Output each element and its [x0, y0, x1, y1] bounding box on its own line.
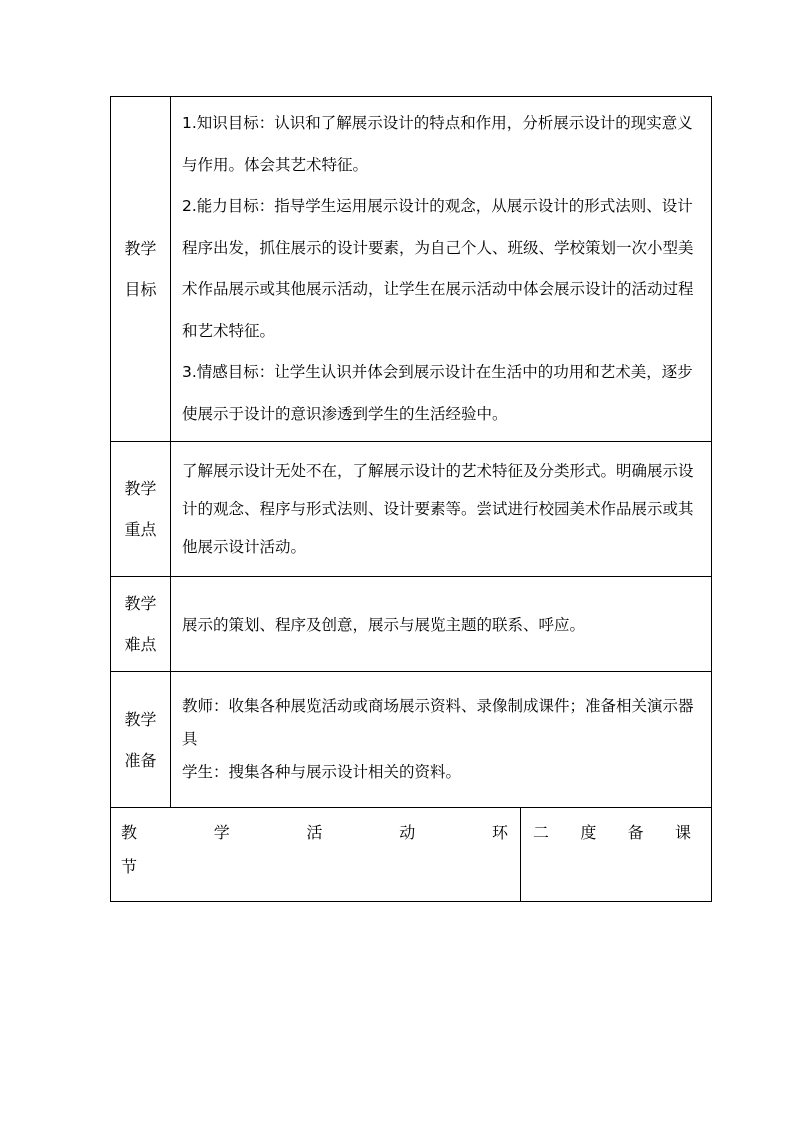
header-char: 二 [533, 823, 550, 842]
row-label [111, 672, 171, 807]
activity-header-line [121, 816, 508, 850]
preparation-teacher: 教师：收集各种展览活动或商场展示资料、录像制成课件；准备相关演示器具 [182, 697, 694, 748]
focus-text: 了解展示设计无处不在，了解展示设计的艺术特征及分类形式。明确展示设计的观念、程序与形式法则、设计要素等。尝试进行校园美术作品展示或其他展示设计活动。 [182, 462, 694, 556]
label-line-1: 教学 [124, 479, 157, 498]
label-line-2: 重点 [124, 520, 157, 539]
secondary-prep-header [521, 808, 711, 901]
header-char: 课 [674, 823, 691, 842]
label-line-1: 教学 [124, 239, 157, 258]
row-content [171, 577, 711, 671]
label-line-1: 教学 [124, 594, 157, 613]
header-char: 活 [306, 823, 323, 842]
row-label [111, 577, 171, 671]
header-char: 环 [491, 823, 508, 842]
row-content [171, 672, 711, 807]
row-activity-header [110, 807, 712, 902]
header-char: 度 [580, 823, 597, 842]
label-line-1: 教学 [124, 709, 157, 729]
header-char: 学 [213, 823, 230, 842]
row-label [111, 97, 171, 441]
row-teaching-preparation [110, 671, 712, 807]
activity-header-tail: 节 [121, 857, 138, 876]
row-content [171, 442, 711, 576]
row-teaching-difficulty [110, 576, 712, 671]
objective-ability: 2.能力目标：指导学生运用展示设计的观念，从展示设计的形式法则、设计程序出发，抓住展示的设计要素，为自己个人、班级、学校策划一次小型美术作品展示或其他展示活动，让学生在展示活动中体会展示设计的活动过程和艺术特征。 [182, 197, 694, 340]
difficulty-text: 展示的策划、程序及创意，展示与展览主题的联系、呼应。 [182, 616, 586, 634]
secondary-prep-line [533, 816, 691, 850]
lesson-plan-table [110, 96, 712, 902]
activity-section-header [111, 808, 521, 901]
objective-emotion: 3.情感目标：让学生认识并体会到展示设计在生活中的功用和艺术美，逐步使展示于设计的意识渗透到学生的生活经验中。 [182, 363, 693, 423]
header-char: 教 [121, 823, 138, 842]
label-line-2: 准备 [124, 750, 157, 770]
label-line-2: 难点 [124, 635, 157, 654]
header-char: 备 [627, 823, 644, 842]
objective-knowledge: 1.知识目标：认识和了解展示设计的特点和作用，分析展示设计的现实意义与作用。体会其艺术特征。 [182, 114, 693, 174]
row-teaching-objectives [110, 96, 712, 441]
header-char: 动 [399, 823, 416, 842]
row-teaching-focus [110, 441, 712, 576]
row-content [171, 97, 711, 441]
preparation-student: 学生：搜集各种与展示设计相关的资料。 [182, 763, 462, 781]
label-line-2: 目标 [124, 280, 157, 299]
row-label [111, 442, 171, 576]
